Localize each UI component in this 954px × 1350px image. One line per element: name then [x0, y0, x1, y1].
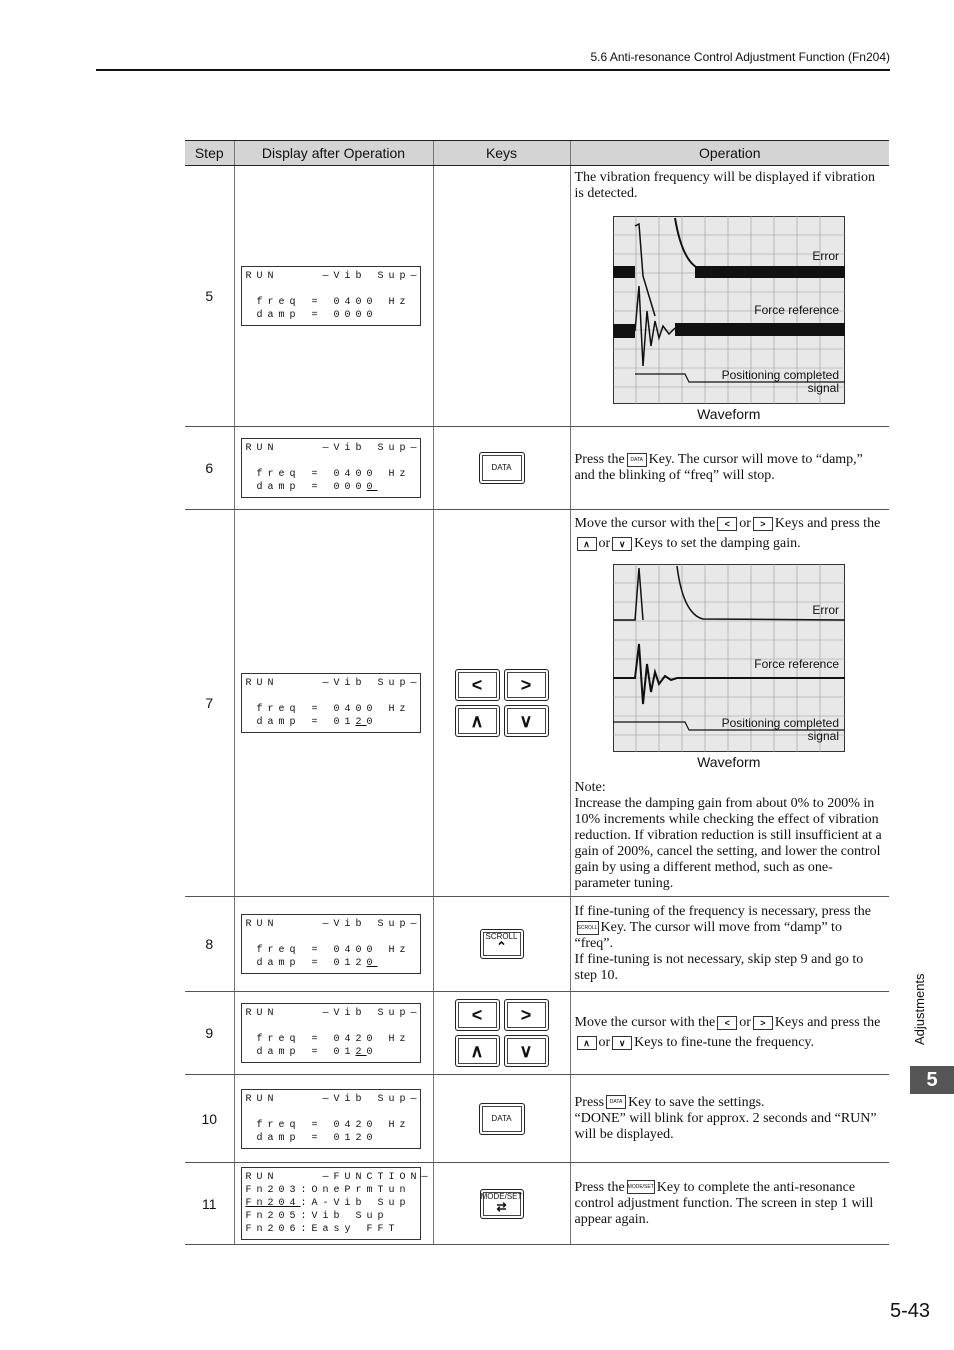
waveform-caption: Waveform	[697, 406, 761, 422]
header-rule	[96, 69, 890, 71]
procedure-table	[185, 140, 889, 1245]
scroll-key-button[interactable]: SCROLL ⌃	[480, 929, 524, 959]
col-step: Step	[185, 141, 234, 166]
up-arrow-icon: ∧	[577, 1036, 597, 1050]
step-number: 11	[185, 1163, 234, 1245]
mode-set-key-button[interactable]: MODE/SET ⇄	[480, 1189, 524, 1219]
waveform-chart	[613, 564, 845, 752]
step-number: 5	[185, 166, 234, 427]
left-arrow-icon: <	[717, 517, 737, 531]
data-key-button[interactable]: DATA	[479, 452, 525, 484]
step-number: 6	[185, 427, 234, 510]
step-number: 7	[185, 510, 234, 897]
operation-text: Move the cursor with the < or > Keys and press the∧ or ∨ Keys to fine-tune the frequency.	[574, 1015, 881, 1050]
page-number: 5-43	[889, 1300, 930, 1322]
table-row	[185, 510, 889, 897]
left-arrow-icon: <	[717, 1016, 737, 1030]
note-title: Note:	[574, 780, 606, 795]
col-display: Display after Operation	[234, 141, 433, 166]
data-key-icon: DATA	[627, 453, 647, 467]
label-force: Force reference	[754, 303, 839, 317]
down-key-button[interactable]: ∨	[504, 705, 549, 737]
label-signal: signal	[807, 381, 839, 395]
step-number: 8	[185, 897, 234, 992]
down-arrow-icon: ∨	[612, 1036, 632, 1050]
lcd-display: RUN —Vib Sup— freq = 0400 Hz damp = 0000	[241, 438, 421, 498]
sidebar-section-label: Adjustments	[912, 973, 927, 1045]
step-number: 10	[185, 1075, 234, 1163]
up-key-button[interactable]: ∧	[455, 1035, 500, 1067]
table-header-row	[185, 141, 889, 166]
lcd-display: RUN —Vib Sup— freq = 0400 Hz damp = 0120	[241, 914, 421, 974]
label-signal: signal	[807, 729, 839, 743]
table-row	[185, 166, 889, 427]
col-keys: Keys	[433, 141, 570, 166]
label-error: Error	[812, 603, 839, 617]
step-number: 9	[185, 992, 234, 1075]
right-arrow-icon: >	[753, 517, 773, 531]
down-arrow-icon: ∨	[612, 537, 632, 551]
operation-text: The vibration frequency will be displayed if vibration is detected.	[574, 170, 876, 201]
data-key-icon: DATA	[606, 1095, 626, 1109]
lcd-display: RUN —Vib Sup— freq = 0400 Hz damp = 0000	[241, 266, 421, 326]
label-force: Force reference	[754, 657, 839, 671]
waveform-chart	[613, 216, 845, 404]
scroll-key-icon: SCROLL	[577, 921, 599, 935]
operation-text: Move the cursor with the < or > Keys and press the∧ or ∨ Keys to set the damping gain.	[574, 516, 881, 551]
chapter-tab: 5	[910, 1066, 954, 1094]
lcd-display: RUN —Vib Sup— freq = 0400 Hz damp = 0120	[241, 673, 421, 733]
right-key-button[interactable]: >	[504, 669, 549, 701]
left-key-button[interactable]: <	[455, 669, 500, 701]
table-row: 6 RUN —Vib Sup— freq = 0400 Hz damp = 0000 DATA Press the DATA Key. The cursor will move to “damp,” and the blinking of “freq” will stop.	[185, 427, 889, 510]
up-key-button[interactable]: ∧	[455, 705, 500, 737]
lcd-display: RUN —FUNCTION— Fn203:OnePrmTun Fn204:A-Vib Sup Fn205:Vib Sup Fn206:Easy FFT	[241, 1167, 421, 1240]
lcd-display: RUN —Vib Sup— freq = 0420 Hz damp = 0120	[241, 1003, 421, 1063]
col-operation: Operation	[570, 141, 889, 166]
table-row: 8 RUN —Vib Sup— freq = 0400 Hz damp = 0120 SCROLL ⌃ If fine-tuning of the frequency is necessary, press the SCROLL Key. The cursor will move from “damp” to “freq”. If fine-tuning is not necessary, skip step 9 and go to step 10.	[185, 897, 889, 992]
right-arrow-icon: >	[753, 1016, 773, 1030]
label-positioning: Positioning completed	[721, 716, 839, 730]
data-key-button[interactable]: DATA	[479, 1103, 525, 1135]
lcd-display: RUN —Vib Sup— freq = 0420 Hz damp = 0120	[241, 1089, 421, 1149]
up-arrow-icon: ∧	[577, 537, 597, 551]
right-key-button[interactable]: >	[504, 999, 549, 1031]
waveform-caption: Waveform	[697, 754, 761, 770]
note-text: Increase the damping gain from about 0% to 200% in 10% increments while checking the effect of vibration reduction. If vibration reduction is still insufficient at a gain of 200%, cancel the setting, and lower the control gain by using a different method, such as one-parameter tuning.	[574, 796, 882, 891]
mode-set-key-icon: MODE/SET	[627, 1180, 655, 1194]
down-key-button[interactable]: ∨	[504, 1035, 549, 1067]
table-row: 11 RUN —FUNCTION— Fn203:OnePrmTun Fn204:A-Vib Sup Fn205:Vib Sup Fn206:Easy FFT MODE/SET ⇄ Press the MODE/SET Key to complete the anti-resonance control adjustment function. The screen in step 1 will appear again.	[185, 1163, 889, 1245]
label-error: Error	[812, 249, 839, 263]
running-header: 5.6 Anti-resonance Control Adjustment Function (Fn204)	[590, 50, 890, 64]
table-row: 10 RUN —Vib Sup— freq = 0420 Hz damp = 0120 DATA Press DATA Key to save the settings. “DONE” will blink for approx. 2 seconds and “RUN” will be displayed.	[185, 1075, 889, 1163]
left-key-button[interactable]: <	[455, 999, 500, 1031]
table-row	[185, 992, 889, 1075]
label-positioning: Positioning completed	[721, 368, 839, 382]
